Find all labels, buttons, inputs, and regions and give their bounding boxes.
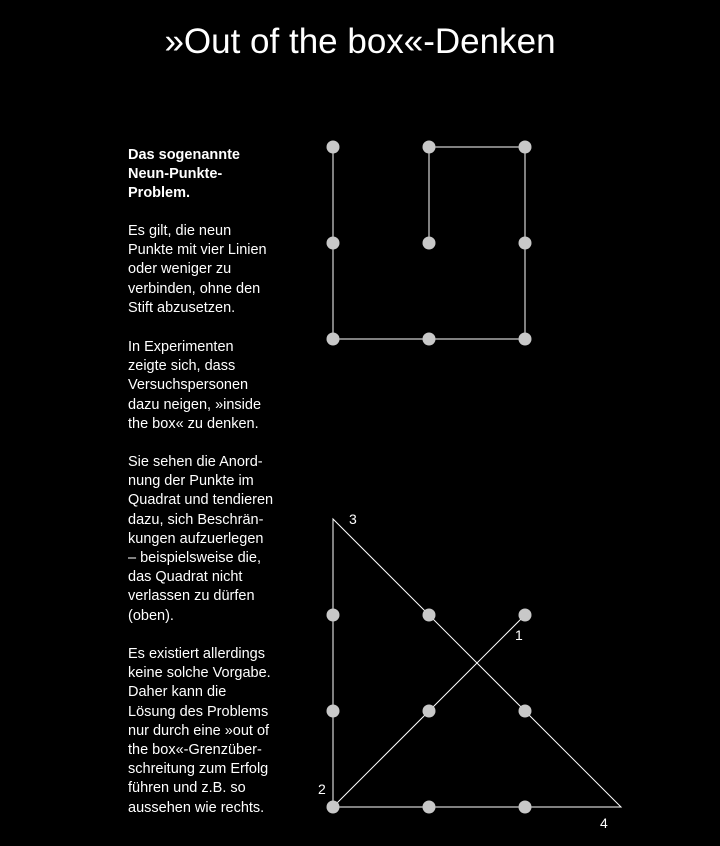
step-label-1: 1	[515, 627, 523, 643]
dot	[519, 237, 532, 250]
text-heading: Das sogenannte Neun-Punkte- Problem.	[128, 147, 240, 202]
text-paragraph-4: Es existiert allerdings keine solche Vorgabe. Daher kann die Lösung des Problems nur durch eine »out of the box«-Grenzüber- schreitung zum Erfolg führen und z.B. so aussehen wie rechts.	[128, 646, 271, 816]
dot	[327, 237, 340, 250]
dot	[519, 141, 532, 154]
dot	[423, 141, 436, 154]
text-paragraph-3: Sie sehen die Anord- nung der Punkte im Quadrat und tendieren dazu, sich Beschrän- kungen aufzuerlegen – beispielsweise die, das Quadrat nicht verlassen zu dürfen (oben).	[128, 454, 274, 624]
step-label-4: 4	[600, 815, 608, 831]
dot	[423, 237, 436, 250]
dot	[327, 141, 340, 154]
step-label-3: 3	[349, 511, 357, 527]
dot	[423, 333, 436, 346]
text-paragraph-1: Es gilt, die neun Punkte mit vier Linien oder weniger zu verbinden, ohne den Stift abzusetzen.	[128, 223, 267, 316]
dot	[519, 333, 532, 346]
text-paragraph-2: In Experimenten zeigte sich, dass Versuchspersonen dazu neigen, »inside the box« zu denken.	[128, 339, 262, 432]
step-label-2: 2	[318, 781, 326, 797]
page-title: »Out of the box«-Denken	[164, 22, 556, 61]
dot	[327, 333, 340, 346]
